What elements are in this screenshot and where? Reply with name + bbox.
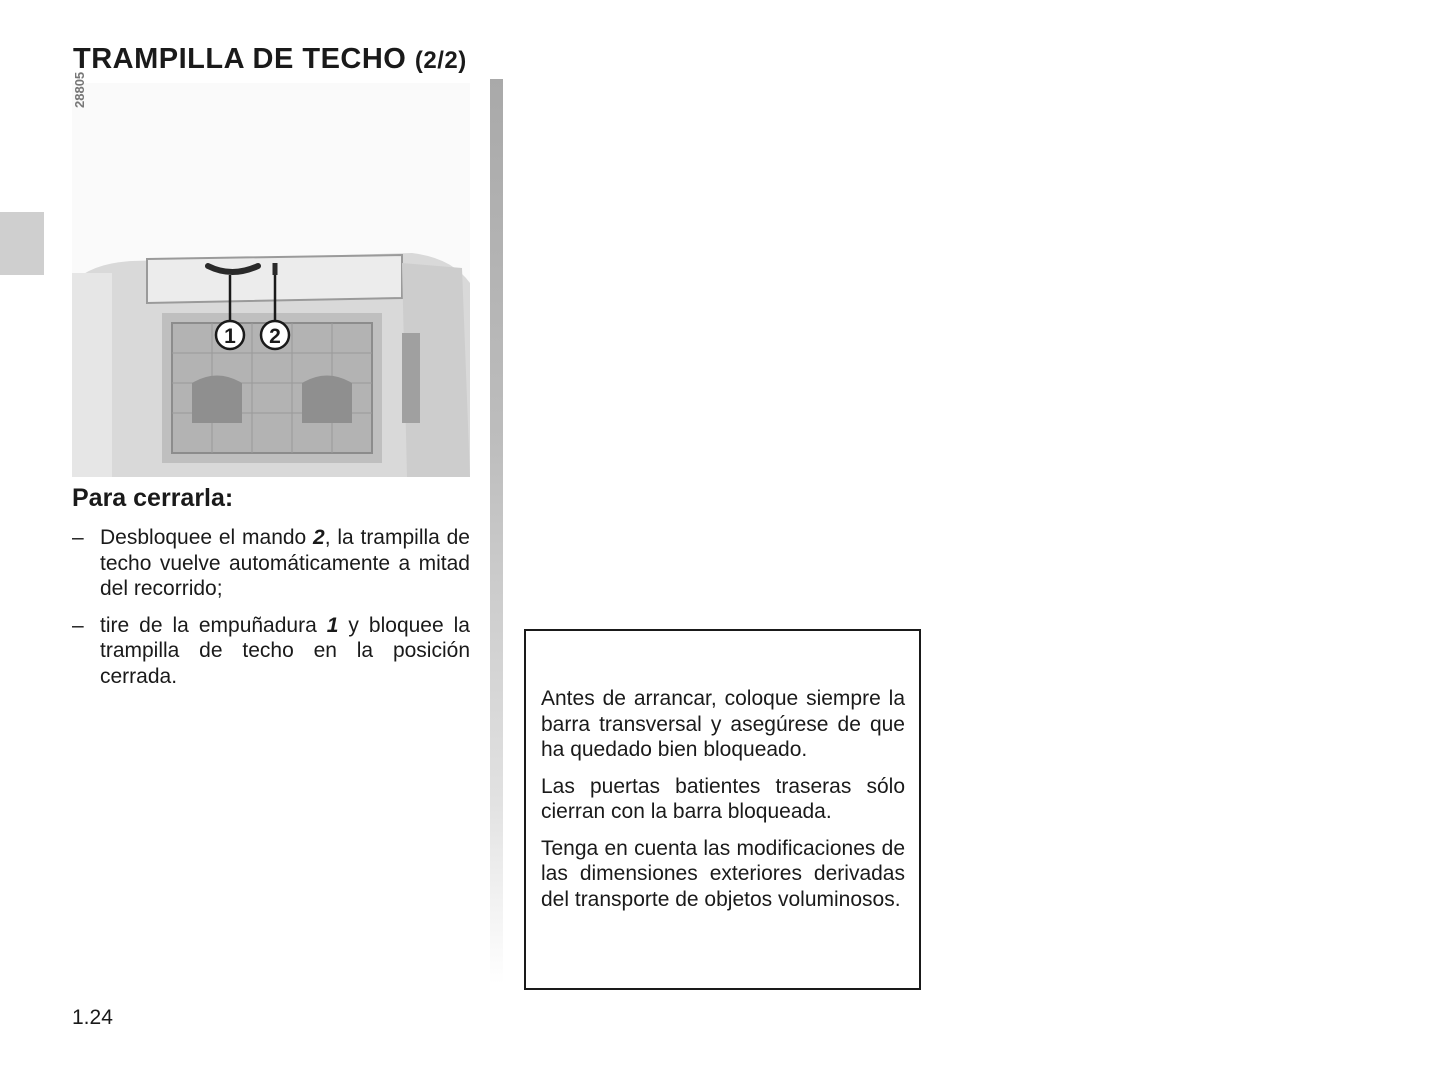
page-number: 1.24: [72, 1006, 113, 1029]
column-divider: [490, 79, 503, 984]
step-dash: –: [72, 526, 84, 549]
step-text-after: , la trampilla de techo vuelve automáticamente a mitad del recorrido;: [100, 526, 470, 600]
section-heading: Para cerrarla:: [72, 484, 234, 512]
step-dash: –: [72, 613, 84, 637]
page-title: [73, 43, 467, 76]
figure-code: 28805: [72, 71, 87, 108]
page-title-part: (2/2): [414, 47, 467, 75]
warning-box: [524, 629, 921, 990]
step-text-before: tire de la empuñadura: [100, 613, 327, 637]
chapter-side-tab: [0, 212, 44, 275]
warning-paragraph: Las puertas batientes traseras sólo cierran con la barra bloqueada.: [541, 774, 905, 823]
warning-paragraph: Tenga en cuenta las modificaciones de las dimensiones exteriores derivadas del transporte de objetos voluminosos.: [541, 836, 905, 911]
page-title-text: TRAMPILLA DE TECHO: [73, 43, 407, 76]
step-list: [72, 525, 470, 700]
step-item: [72, 613, 470, 690]
step-reference: 1: [326, 613, 339, 637]
step-text-after: y bloquee la trampilla de techo en la posición cerrada.: [100, 613, 470, 688]
step-item: [72, 525, 470, 602]
callout-1: 1: [224, 325, 236, 348]
van-rear-roof-hatch-image: [72, 83, 470, 477]
roof-hatch-illustration: [72, 83, 470, 477]
warning-paragraph: Antes de arrancar, coloque siempre la barra transversal y asegúrese de que ha quedado bien bloqueado.: [541, 687, 905, 761]
callout-2: 2: [269, 325, 281, 348]
step-reference: 2: [313, 526, 325, 549]
step-text-before: Desbloquee el mando: [100, 526, 314, 549]
